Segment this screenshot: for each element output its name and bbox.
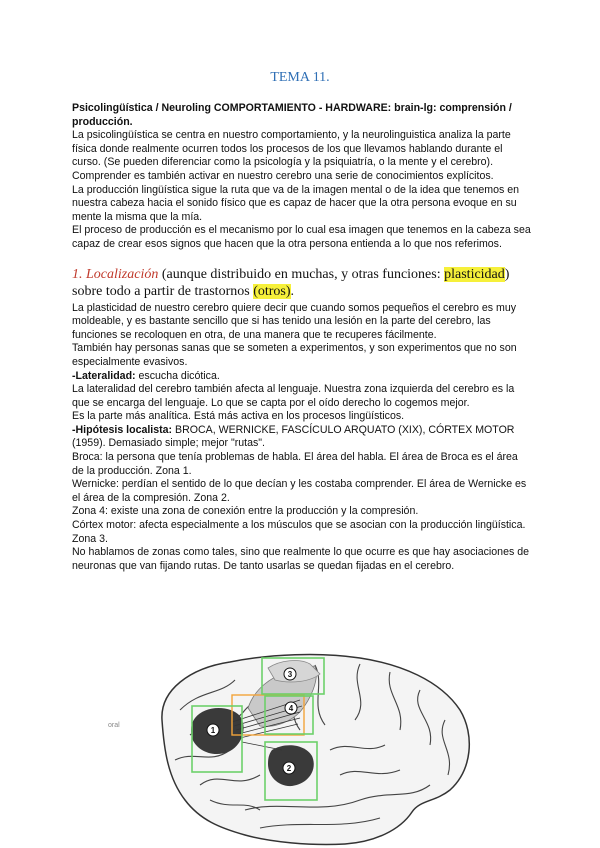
lateralidad-text: escucha dicótica. bbox=[135, 369, 220, 382]
paragraph-lateralidad: La lateralidad del cerebro también afecta al lenguaje. Nuestra zona izquierda del cerebro es la que se encarga del lenguaje. Lo que se capta por el oído derecho lo cogemos mejor. bbox=[72, 383, 515, 409]
section-heading-text-c: . bbox=[290, 283, 295, 299]
paragraph-lateralidad-label bbox=[72, 370, 532, 384]
zone-4-label: 4 bbox=[288, 704, 294, 713]
paragraph-rutas: No hablamos de zonas como tales, sino que realmente lo que ocurre es que hay asociaciones de neuronas que van fijando rutas. De tanto usarlas se quedan fijadas en el cerebro. bbox=[72, 546, 529, 572]
heading-line: Psicolingüística / Neuroling COMPORTAMIENTO - HARDWARE: brain-lg: comprensión / producción. bbox=[72, 102, 512, 128]
section-heading-text-a: (aunque distribuido en muchas, y otras funciones: bbox=[158, 266, 445, 282]
page-title: TEMA 11. bbox=[270, 70, 330, 85]
paragraph-broca: Broca: la persona que tenía problemas de habla. El área del habla. El área de Broca es el área de la producción. Zona 1. bbox=[72, 451, 518, 477]
lateralidad-label: -Lateralidad: bbox=[72, 369, 136, 382]
highlight-plasticidad: plasticidad bbox=[444, 266, 505, 282]
paragraph-cortex: Córtex motor: afecta especialmente a los músculos que se asocian con la producción lingüística. Zona 3. bbox=[72, 519, 526, 545]
paragraph-sanas: También hay personas sanas que se someten a experimentos, y son experimentos que no son especialmente evasivos. bbox=[72, 342, 517, 368]
section-number-title: 1. Localización bbox=[72, 266, 159, 282]
paragraph-zona4: Zona 4: existe una zona de conexión entre la producción y la compresión. bbox=[72, 505, 419, 518]
section-heading-text-b: ) sobre todo a partir de trastornos bbox=[72, 266, 510, 299]
highlight-otros: (otros) bbox=[253, 283, 291, 299]
paragraph-analitica: Es la parte más analítica. Está más activa en los procesos lingüísticos. bbox=[72, 410, 405, 423]
figure-side-label: oral bbox=[108, 722, 120, 729]
intro-paragraph-2: Comprender es también activar en nuestro cerebro una serie de conocimientos explícitos. bbox=[72, 169, 494, 182]
intro-paragraph-3: La producción lingüística sigue la ruta que va de la imagen mental o de la idea que tenemos en nuestra cabeza hacia el sonido físico que es capaz de hacer que la otra persona evoque en su mente la misma que la mía. bbox=[72, 183, 519, 223]
intro-paragraph-1: La psicolingüística se centra en nuestro comportamiento, y la neurolinguistica analiza la parte física donde realmente ocurren todos los procesos de los que llevamos hablando durante el curso. (Se pueden diferenciar como la psicología y la psiquiatría, o la mente y el cerebro). bbox=[72, 129, 511, 169]
zone-2-label: 2 bbox=[286, 764, 292, 773]
paragraph-wernicke: Wernicke: perdían el sentido de lo que decían y les costaba comprender. El área de Wernicke es el área de la compresión. Zona 2. bbox=[72, 478, 527, 504]
paragraph-hipotesis bbox=[72, 424, 532, 451]
paragraph-plasticidad: La plasticidad de nuestro cerebro quiere decir que cuando somos pequeños el cerebro es muy moldeable, y es bastante sencillo que si has tenido una lesión en la parte del cerebro, las funciones se recoloquen en otra, de una manera que te recuperes fácilmente. bbox=[72, 301, 517, 341]
document-body bbox=[72, 102, 532, 573]
zone-3-label: 3 bbox=[287, 670, 293, 679]
section-heading bbox=[72, 266, 532, 300]
hipotesis-label: -Hipótesis localista: bbox=[72, 423, 173, 436]
intro-paragraph-4: El proceso de producción es el mecanismo por lo cual esa imagen que tenemos en la cabeza sea capaz de crear esos signos que hacen que la otra persona entienda a lo que nos referimos. bbox=[72, 224, 531, 250]
zone-1-label: 1 bbox=[210, 726, 216, 735]
hipotesis-text: BROCA, WERNICKE, FASCÍCULO ARQUATO (XIX), CÓRTEX MOTOR (1959). Demasiado simple; mejor "rutas". bbox=[72, 423, 515, 450]
brain-figure bbox=[150, 650, 480, 848]
